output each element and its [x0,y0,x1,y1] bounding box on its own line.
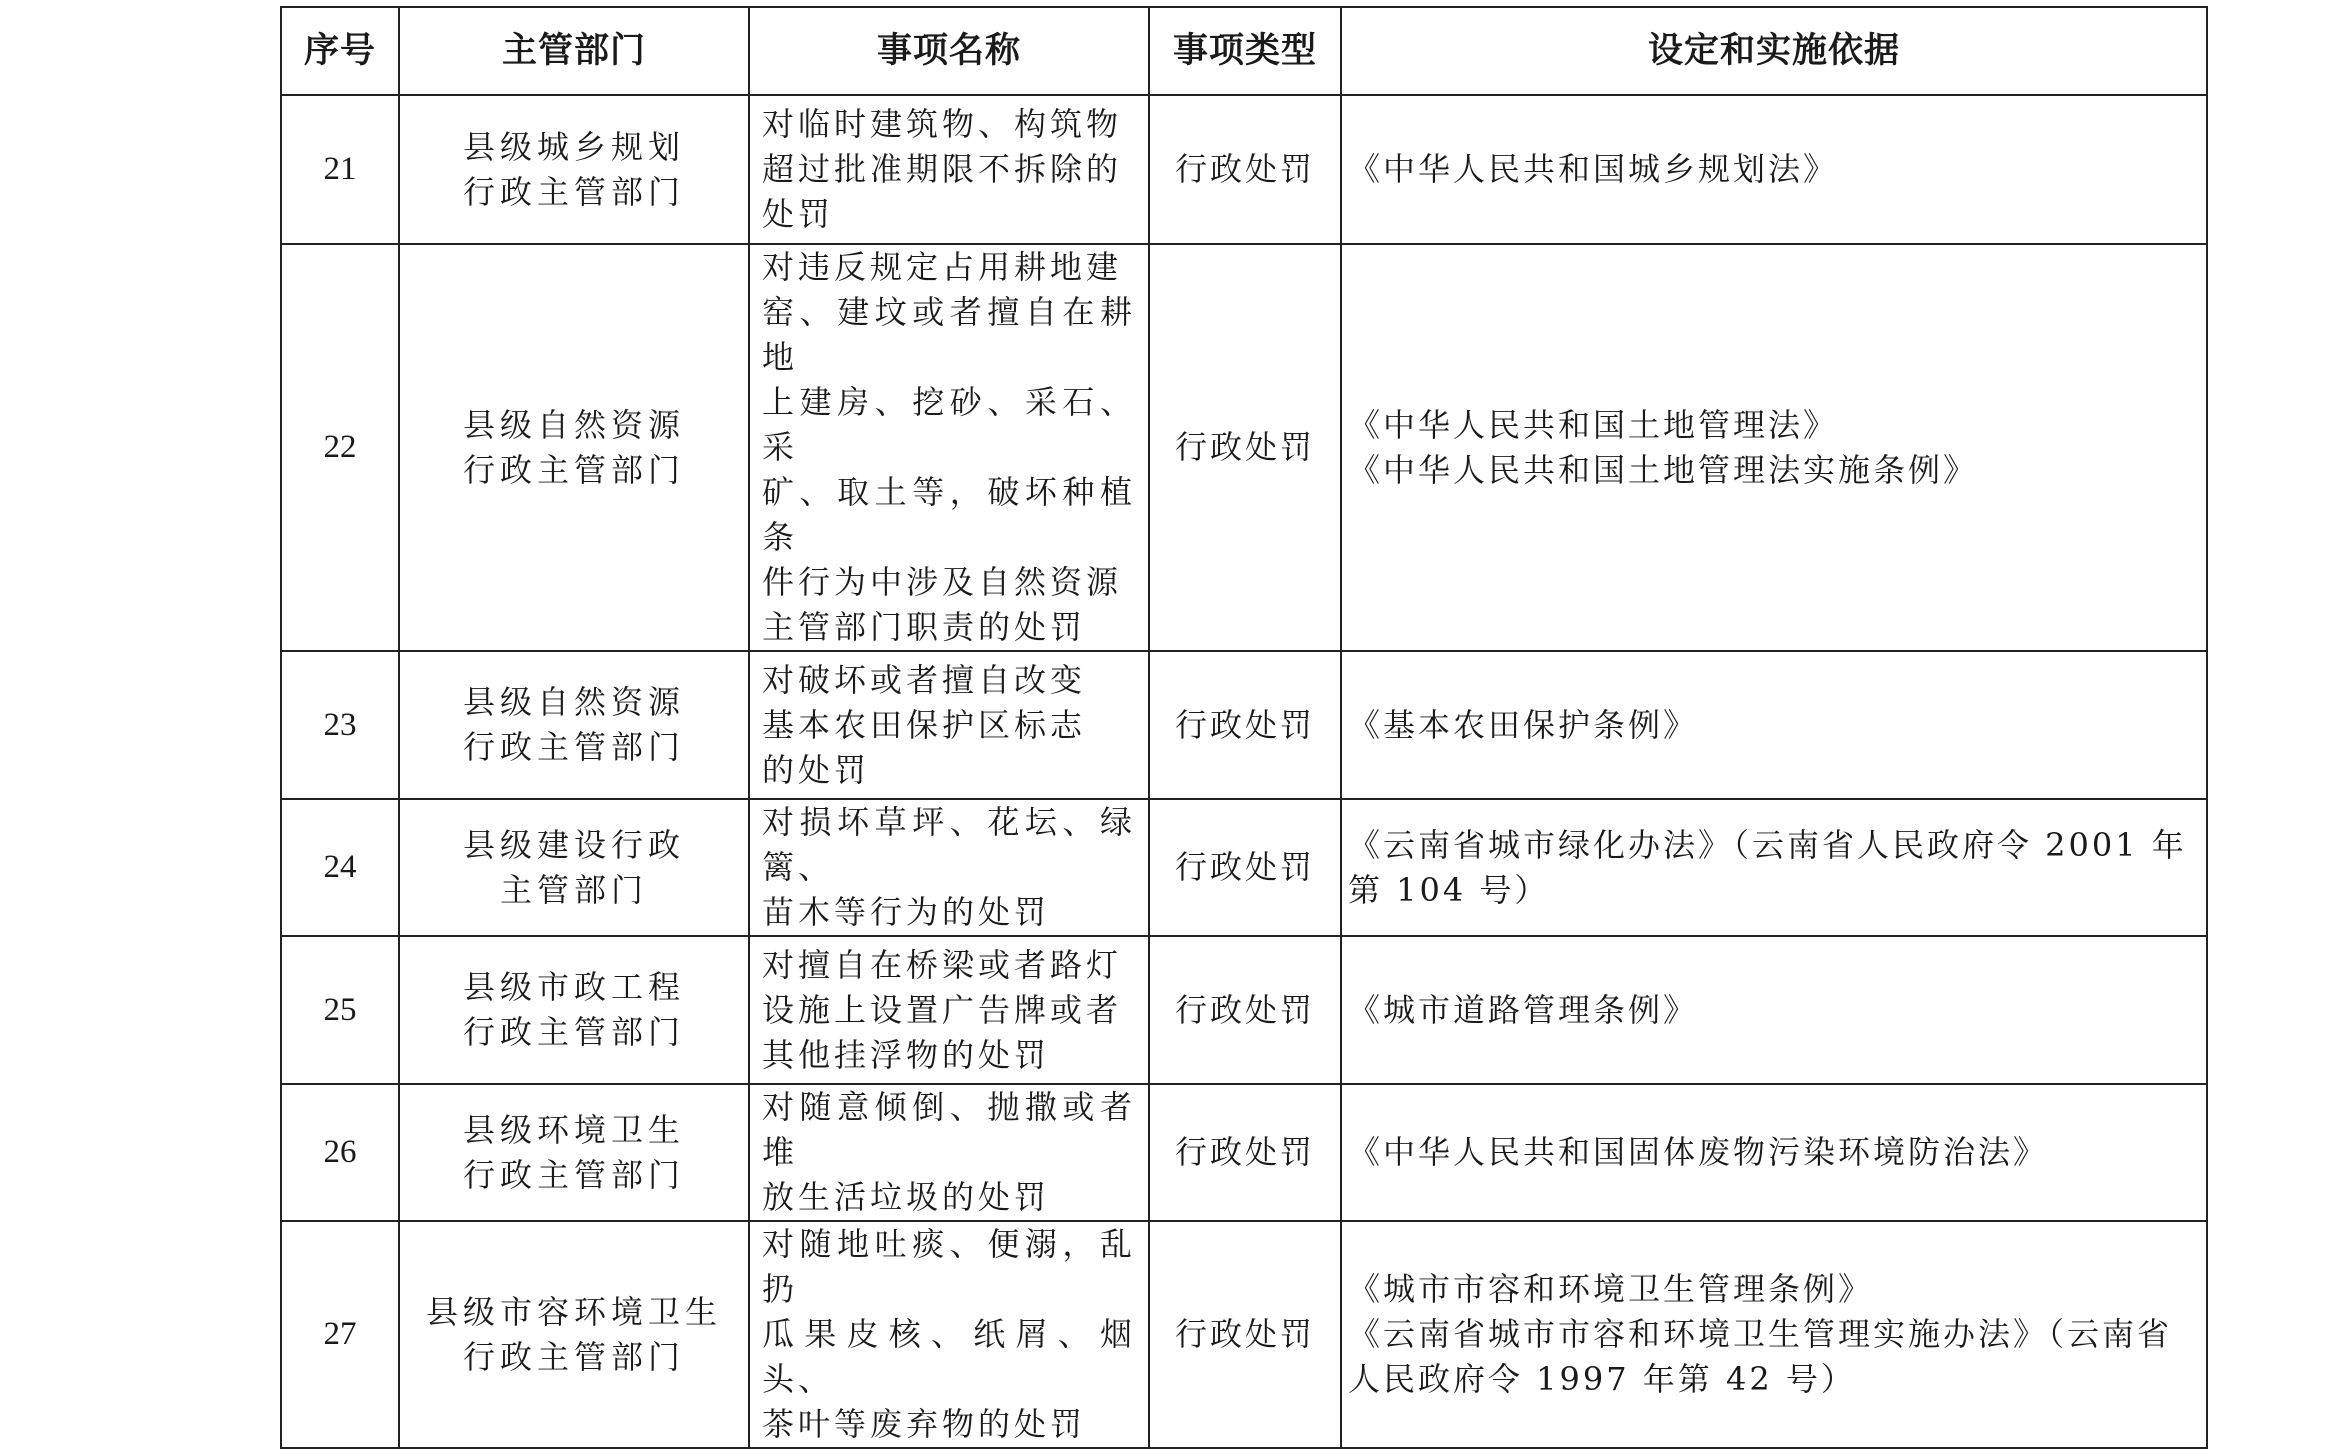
header-basis: 设定和实施依据 [1341,7,2207,95]
item-line: 对违反规定占用耕地建 [762,248,1123,286]
item-line: 对随意倾倒、抛撒或者堆 [762,1088,1136,1171]
item-line: 对临时建筑物、构筑物 [762,105,1123,143]
header-type: 事项类型 [1149,7,1341,95]
cell-basis [1341,244,2207,651]
item-line: 矿、取土等，破坏种植条 [762,473,1136,556]
basis-line: 人民政府令 1997 年第 42 号） [1348,1360,1856,1398]
item-line: 对擅自在桥梁或者路灯 [762,945,1123,984]
cell-dept [399,651,749,799]
item-line: 上建房、挖砂、采石、采 [762,383,1136,466]
item-line: 对破坏或者擅自改变 [762,660,1087,699]
cell-type: 行政处罚 [1149,799,1341,936]
basis-line: 《中华人民共和国土地管理法》 [1348,405,1839,444]
penalty-items-table [280,6,2208,1449]
dept-line: 行政主管部门 [462,1337,685,1376]
cell-type: 行政处罚 [1149,244,1341,651]
item-line: 设施上设置广告牌或者 [762,990,1123,1029]
cell-seq: 27 [281,1221,399,1448]
table-row [281,95,2207,244]
item-line: 处罚 [762,195,835,233]
item-line: 窑、建坟或者擅自在耕地 [762,293,1136,376]
basis-line: 《云南省城市绿化办法》（云南省人民政府令 2001 年 [1348,825,2187,864]
cell-type: 行政处罚 [1149,1221,1341,1448]
table-header-row [281,7,2207,95]
cell-type: 行政处罚 [1149,95,1341,244]
cell-basis [1341,799,2207,936]
dept-line: 行政主管部门 [462,450,685,489]
header-seq: 序号 [281,7,399,95]
item-line: 其他挂浮物的处罚 [762,1035,1051,1074]
dept-line: 行政主管部门 [462,172,685,211]
item-line: 茶叶等废弃物的处罚 [762,1405,1087,1443]
table-row [281,1084,2207,1221]
cell-dept [399,1221,749,1448]
basis-line: 《中华人民共和国固体废物污染环境防治法》 [1348,1133,2049,1171]
cell-basis [1341,936,2207,1084]
cell-seq: 23 [281,651,399,799]
dept-line: 行政主管部门 [462,1013,685,1051]
cell-seq: 21 [281,95,399,244]
table-row [281,936,2207,1084]
table-row [281,651,2207,799]
cell-item [749,95,1149,244]
dept-line: 县级自然资源 [462,683,685,721]
item-line: 的处罚 [762,750,871,789]
dept-line: 县级自然资源 [462,405,685,444]
basis-line: 第 104 号） [1348,870,1550,909]
cell-type: 行政处罚 [1149,1084,1341,1221]
cell-type: 行政处罚 [1149,936,1341,1084]
cell-item [749,799,1149,936]
basis-line: 《城市道路管理条例》 [1348,990,1699,1029]
header-dept: 主管部门 [399,7,749,95]
cell-dept [399,1084,749,1221]
cell-item [749,244,1149,651]
cell-seq: 25 [281,936,399,1084]
dept-line: 县级市容环境卫生 [425,1292,722,1331]
item-line: 瓜果皮核、纸屑、烟头、 [762,1315,1136,1398]
dept-line: 行政主管部门 [462,728,685,766]
cell-seq: 24 [281,799,399,936]
item-line: 对随地吐痰、便溺，乱扔 [762,1225,1136,1308]
dept-line: 主管部门 [499,870,648,909]
item-line: 超过批准期限不拆除的 [762,150,1123,188]
basis-line: 《城市市容和环境卫生管理条例》 [1348,1270,1874,1308]
dept-line: 县级城乡规划 [462,127,685,166]
basis-line: 《云南省城市市容和环境卫生管理实施办法》（云南省 [1348,1315,2173,1353]
item-line: 对损坏草坪、花坛、绿篱、 [762,803,1136,886]
dept-line: 县级建设行政 [462,825,685,864]
item-line: 件行为中涉及自然资源 [762,563,1123,601]
item-line: 放生活垃圾的处罚 [762,1178,1051,1216]
cell-dept [399,936,749,1084]
cell-dept [399,244,749,651]
table-row [281,799,2207,936]
dept-line: 县级市政工程 [462,968,685,1006]
cell-dept [399,95,749,244]
item-line: 基本农田保护区标志 [762,705,1087,744]
basis-line: 《中华人民共和国城乡规划法》 [1348,150,1839,188]
cell-basis [1341,1221,2207,1448]
table-row [281,244,2207,651]
document-page [280,6,2206,1449]
cell-type: 行政处罚 [1149,651,1341,799]
item-line: 苗木等行为的处罚 [762,893,1051,931]
cell-item [749,651,1149,799]
cell-basis [1341,1084,2207,1221]
cell-item [749,1221,1149,1448]
cell-dept [399,799,749,936]
dept-line: 县级环境卫生 [462,1110,685,1149]
cell-item [749,1084,1149,1221]
cell-item [749,936,1149,1084]
basis-line: 《中华人民共和国土地管理法实施条例》 [1348,450,1979,489]
cell-seq: 26 [281,1084,399,1221]
table-row [281,1221,2207,1448]
cell-basis [1341,651,2207,799]
cell-basis [1341,95,2207,244]
dept-line: 行政主管部门 [462,1155,685,1194]
item-line: 主管部门职责的处罚 [762,608,1087,646]
cell-seq: 22 [281,244,399,651]
basis-line: 《基本农田保护条例》 [1348,705,1699,744]
header-item: 事项名称 [749,7,1149,95]
